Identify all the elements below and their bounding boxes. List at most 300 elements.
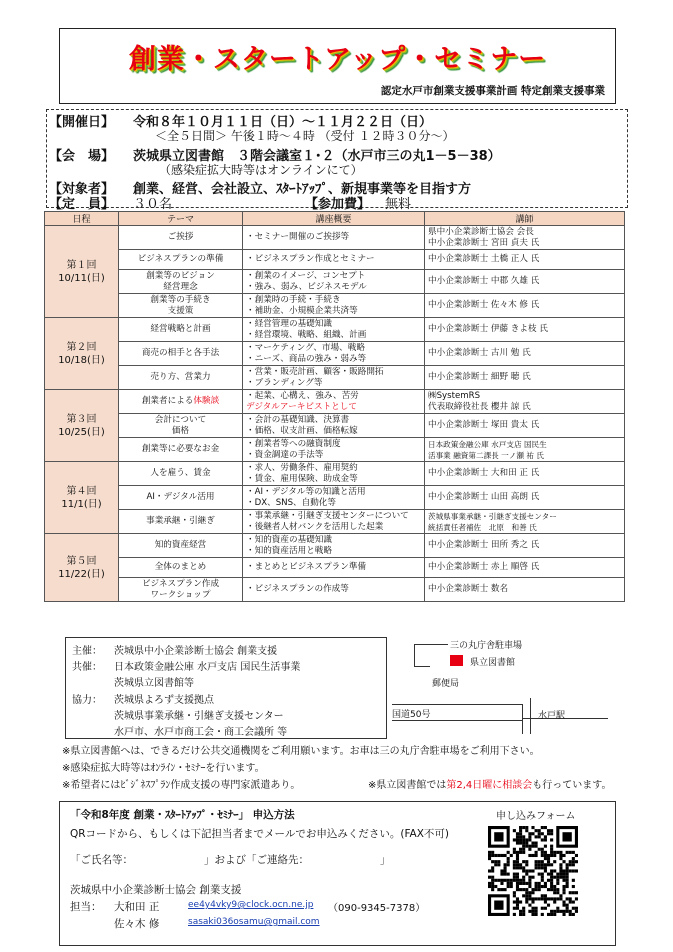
qr-module xyxy=(535,854,538,857)
qr-module xyxy=(513,851,516,854)
outline-text: ・会計の基礎知識、決算書 ・価格、収支計画、価格転嫁 xyxy=(246,414,358,436)
map-station-label: 水戸駅 xyxy=(538,711,566,721)
theme-text: ご挨拶 xyxy=(167,232,194,242)
qr-module xyxy=(556,882,559,885)
qr-module xyxy=(544,851,547,854)
application-org: 茨城県中小企業診断士協会 創業支援 xyxy=(70,884,242,896)
qr-module xyxy=(550,913,553,916)
qr-module xyxy=(550,854,553,857)
qr-module xyxy=(516,835,519,838)
qr-module xyxy=(547,888,550,891)
qr-module xyxy=(559,876,562,879)
qr-module xyxy=(528,854,531,857)
table-row xyxy=(45,226,625,250)
qr-module xyxy=(556,879,559,882)
qr-module xyxy=(550,885,553,888)
table-row xyxy=(45,486,625,510)
qr-module xyxy=(572,879,575,882)
qr-module xyxy=(541,863,544,866)
venue-value: 茨城県立図書館 ３階会議室１･２（水戸市三の丸1－5－38） xyxy=(133,149,501,164)
qr-module xyxy=(531,907,534,910)
qr-module xyxy=(528,838,531,841)
qr-module xyxy=(522,835,525,838)
lecturer-cell: 中小企業診断士 塚田 貴太 氏 xyxy=(425,414,625,438)
qr-module xyxy=(528,869,531,872)
qr-module xyxy=(569,910,572,913)
qr-module xyxy=(522,907,525,910)
table-row xyxy=(45,462,625,486)
qr-module xyxy=(550,851,553,854)
qr-module xyxy=(547,897,550,900)
outline-cell xyxy=(243,438,425,462)
qr-module xyxy=(513,829,516,832)
contact-1-phone: （090-9345-7378） xyxy=(328,903,426,914)
outline-cell xyxy=(243,270,425,294)
theme-text: 売り方、営業力 xyxy=(150,372,211,382)
qr-module xyxy=(519,879,522,882)
qr-module xyxy=(522,826,525,829)
theme-cell xyxy=(119,226,243,250)
capacity-label: 【定 員】 xyxy=(49,197,115,212)
qr-module xyxy=(562,904,565,907)
qr-module xyxy=(504,869,507,872)
qr-module xyxy=(510,885,513,888)
qr-module xyxy=(522,879,525,882)
qr-module xyxy=(538,882,541,885)
lecturer-cell: 中小企業診断士 土橋 正人 氏 xyxy=(425,250,625,270)
qr-module xyxy=(535,885,538,888)
qr-module xyxy=(513,907,516,910)
name-field-label: 「ご氏名等： xyxy=(70,854,133,866)
table-header-row xyxy=(45,212,625,226)
qr-module xyxy=(550,873,553,876)
venue-note: （感染症拡大時等はオンラインにて） xyxy=(159,163,363,177)
qr-module xyxy=(550,845,553,848)
qr-module xyxy=(507,860,510,863)
map-road xyxy=(392,720,522,721)
outline-cell xyxy=(243,390,425,414)
qr-module xyxy=(538,835,541,838)
qr-module xyxy=(525,897,528,900)
qr-module xyxy=(559,910,562,913)
lecturer-cell: 中小企業診断士 田所 秀之 氏 xyxy=(425,534,625,558)
outline-cell xyxy=(243,558,425,578)
qr-module xyxy=(516,888,519,891)
qr-module xyxy=(504,863,507,866)
qr-module xyxy=(569,913,572,916)
qr-module xyxy=(519,832,522,835)
qr-module xyxy=(559,866,562,869)
qr-module xyxy=(528,891,531,894)
qr-module xyxy=(507,873,510,876)
qr-module xyxy=(528,832,531,835)
qr-module xyxy=(504,873,507,876)
qr-module xyxy=(553,897,556,900)
qr-module xyxy=(572,857,575,860)
qr-module xyxy=(569,897,572,900)
qr-module xyxy=(553,869,556,872)
cohost-label: 共催： xyxy=(72,662,102,673)
qr-module xyxy=(522,882,525,885)
qr-module xyxy=(535,851,538,854)
table-row xyxy=(45,558,625,578)
outline-cell xyxy=(243,414,425,438)
table-row xyxy=(45,270,625,294)
qr-module xyxy=(535,835,538,838)
theme-text: 経営戦略と計画 xyxy=(150,324,211,334)
qr-module xyxy=(531,876,534,879)
contact-1-email-link[interactable]: ee4y4vky9@clock.ocn.ne.jp xyxy=(188,900,314,910)
access-map xyxy=(392,638,622,738)
qr-module xyxy=(522,888,525,891)
qr-module xyxy=(507,863,510,866)
qr-module xyxy=(544,857,547,860)
theme-text: 創業等のビジョン 経営理念 xyxy=(146,270,215,292)
table-row xyxy=(45,250,625,270)
qr-module xyxy=(572,913,575,916)
qr-module xyxy=(525,894,528,897)
qr-module xyxy=(522,842,525,845)
table-row xyxy=(45,414,625,438)
qr-module xyxy=(500,879,503,882)
qr-module xyxy=(528,910,531,913)
field-close-bracket: 」 xyxy=(380,854,391,866)
qr-module xyxy=(553,900,556,903)
qr-module xyxy=(556,897,559,900)
qr-module xyxy=(556,910,559,913)
theme-cell xyxy=(119,342,243,366)
qr-module xyxy=(572,891,575,894)
qr-module xyxy=(528,848,531,851)
qr-module xyxy=(541,873,544,876)
qr-module xyxy=(519,888,522,891)
table-row xyxy=(45,294,625,318)
qr-module xyxy=(519,866,522,869)
qr-module xyxy=(572,860,575,863)
note-online: ※感染症拡大時等はｵﾝﾗｲﾝ・ｾﾐﾅｰを行います。 xyxy=(62,763,265,774)
qr-module xyxy=(513,900,516,903)
qr-module xyxy=(550,888,553,891)
qr-module xyxy=(559,873,562,876)
qr-module xyxy=(504,888,507,891)
qr-module xyxy=(513,913,516,916)
qr-module xyxy=(575,891,578,894)
qr-module xyxy=(531,891,534,894)
qr-module xyxy=(535,860,538,863)
qr-module xyxy=(507,857,510,860)
qr-module xyxy=(510,882,513,885)
qr-module xyxy=(566,882,569,885)
qr-module xyxy=(497,879,500,882)
qr-module xyxy=(572,863,575,866)
theme-text: 創業者による xyxy=(141,396,194,406)
qr-module xyxy=(566,873,569,876)
qr-module xyxy=(566,869,569,872)
contact-field-label: 」および「ご連絡先： xyxy=(204,854,309,866)
qr-module xyxy=(497,863,500,866)
qr-module xyxy=(569,891,572,894)
qr-module xyxy=(491,876,494,879)
qr-module xyxy=(559,854,562,857)
note-consultation-a: ※県立図書館では xyxy=(368,780,447,791)
qr-module xyxy=(541,876,544,879)
lecturer-cell: 中小企業診断士 古川 勉 氏 xyxy=(425,342,625,366)
coop-1: 茨城県よろず支援拠点 xyxy=(114,695,214,706)
outline-text: ・マーケティング、市場、戦略 ・ニーズ、商品の強み・弱み等 xyxy=(246,342,367,364)
qr-module xyxy=(544,835,547,838)
theme-cell xyxy=(119,462,243,486)
table-row xyxy=(45,510,625,534)
outline-text: ・ビジネスプランの作成等 xyxy=(246,584,349,594)
qr-module xyxy=(491,888,494,891)
qr-module xyxy=(538,832,541,835)
qr-module xyxy=(535,888,538,891)
qr-module xyxy=(516,857,519,860)
qr-module xyxy=(488,851,491,854)
session-date-cell: 第１回 10/11(日) xyxy=(45,226,119,318)
qr-module xyxy=(497,854,500,857)
application-heading: 「令和8年度 創業・ｽﾀｰﾄｱｯﾌﾟ・ｾﾐﾅｰ」 申込方法 xyxy=(70,809,295,821)
header-date: 日程 xyxy=(45,212,119,226)
qr-module xyxy=(535,842,538,845)
qr-module xyxy=(497,888,500,891)
qr-module xyxy=(513,838,516,841)
qr-module xyxy=(528,879,531,882)
qr-module xyxy=(488,885,491,888)
qr-module xyxy=(488,876,491,879)
qr-module xyxy=(550,848,553,851)
qr-module xyxy=(535,866,538,869)
qr-module xyxy=(550,882,553,885)
qr-module xyxy=(519,900,522,903)
note-consultation-highlight: 第2,4日曜に相談会 xyxy=(446,780,533,791)
qr-module xyxy=(519,838,522,841)
table-row xyxy=(45,318,625,342)
outline-text: ・事業承継・引継ぎ支援センターについて ・後継者人材バンクを活用した起業 xyxy=(246,510,409,532)
qr-module xyxy=(535,882,538,885)
qr-module xyxy=(572,869,575,872)
outline-cell xyxy=(243,318,425,342)
qr-module xyxy=(550,876,553,879)
qr-module xyxy=(569,851,572,854)
outline-cell xyxy=(243,462,425,486)
qr-module xyxy=(519,842,522,845)
note-transport: ※県立図書館へは、できるだけ公共交通機関をご利用願います。お車は三の丸庁舎駐車場をご利用下さい。 xyxy=(62,746,540,757)
qr-module xyxy=(566,904,569,907)
qr-module xyxy=(572,907,575,910)
theme-text: 人を雇う、賃金 xyxy=(150,468,211,478)
title-box xyxy=(59,28,616,104)
qr-module xyxy=(522,913,525,916)
qr-module xyxy=(544,863,547,866)
qr-module xyxy=(541,851,544,854)
qr-module xyxy=(559,857,562,860)
qr-module xyxy=(513,894,516,897)
qr-module xyxy=(507,882,510,885)
qr-module xyxy=(569,900,572,903)
qr-module xyxy=(538,866,541,869)
qr-module xyxy=(491,860,494,863)
qr-module xyxy=(544,885,547,888)
contact-1-name: 大和田 正 xyxy=(114,901,160,913)
qr-module xyxy=(559,894,562,897)
note-consultation-b: も行っています。 xyxy=(532,780,612,791)
outline-highlight: デジタルアーキビストとして xyxy=(246,401,357,412)
lecturer-cell: 日本政策金融公庫 水戸支店 国民生 活事業 融資第二課長 一ノ瀬 祐 氏 xyxy=(425,438,625,462)
table-row xyxy=(45,438,625,462)
qr-module xyxy=(538,848,541,851)
qr-module xyxy=(491,854,494,857)
qr-module xyxy=(531,888,534,891)
qr-module xyxy=(525,838,528,841)
date-value: 令和８年１０月１１日（日）～１１月２２日（日） xyxy=(133,115,433,130)
target-label: 【対象者】 xyxy=(49,182,115,197)
qr-module xyxy=(550,897,553,900)
outline-text: ・ビジネスプラン作成とセミナー xyxy=(246,254,375,264)
lecturer-cell: 中小企業診断士 山田 高朗 氏 xyxy=(425,486,625,510)
event-info xyxy=(46,109,628,212)
qr-module xyxy=(553,854,556,857)
fee-value: 無料 xyxy=(385,197,412,212)
qr-module xyxy=(541,854,544,857)
outline-text: ・求人、労働条件、雇用契約 ・賃金、雇用保険、助成金等 xyxy=(246,462,358,484)
lecturer-cell: 中小企業診断士 数名 xyxy=(425,578,625,602)
qr-module xyxy=(547,857,550,860)
qr-module xyxy=(566,879,569,882)
qr-module xyxy=(519,826,522,829)
qr-module xyxy=(550,832,553,835)
qr-module xyxy=(513,873,516,876)
qr-module xyxy=(531,869,534,872)
qr-module xyxy=(504,866,507,869)
header-lecturer: 講師 xyxy=(425,212,625,226)
outline-cell xyxy=(243,510,425,534)
outline-text: ・創業のイメージ、コンセプト ・強み、弱み、ビジネスモデル xyxy=(246,270,367,292)
qr-module xyxy=(516,854,519,857)
qr-module xyxy=(541,894,544,897)
qr-module xyxy=(525,873,528,876)
qr-module xyxy=(566,885,569,888)
qr-module xyxy=(562,885,565,888)
theme-text: AI・デジタル活用 xyxy=(146,492,215,502)
lecturer-cell: 県中小企業診断士協会 会長 中小企業診断士 宮田 貞夫 氏 xyxy=(425,226,625,250)
qr-module xyxy=(516,838,519,841)
qr-module xyxy=(525,829,528,832)
qr-module xyxy=(528,835,531,838)
qr-module xyxy=(522,869,525,872)
qr-module xyxy=(553,860,556,863)
qr-module xyxy=(550,910,553,913)
qr-module xyxy=(525,826,528,829)
qr-module xyxy=(531,845,534,848)
qr-module xyxy=(519,913,522,916)
theme-text: ビジネスプラン作成 ワークショップ xyxy=(141,578,220,600)
theme-cell xyxy=(119,294,243,318)
qr-module xyxy=(535,863,538,866)
qr-module xyxy=(575,869,578,872)
theme-cell xyxy=(119,510,243,534)
outline-text: ・AI・デジタル等の知識と活用 ・DX、SNS、自動化等 xyxy=(246,486,366,508)
host: 茨城県中小企業診断士協会 創業支援 xyxy=(114,646,278,657)
qr-module xyxy=(491,866,494,869)
qr-module xyxy=(547,863,550,866)
qr-module xyxy=(562,873,565,876)
theme-text: 商売の相手と各手法 xyxy=(141,348,220,358)
theme-text: ビジネスプランの準備 xyxy=(137,254,224,264)
qr-module xyxy=(562,860,565,863)
table-row xyxy=(45,342,625,366)
coop-3: 水戸市、水戸市商工会・商工会議所 等 xyxy=(114,727,288,738)
note-expert: ※希望者にはﾋﾞｼﾞﾈｽﾌﾟﾗﾝ作成支援の専門家派遣あり。 xyxy=(62,780,301,791)
qr-module xyxy=(494,863,497,866)
map-parking-label: 三の丸庁舎駐車場 xyxy=(450,641,523,651)
qr-module xyxy=(519,829,522,832)
qr-module xyxy=(531,897,534,900)
table-row xyxy=(45,534,625,558)
coop-label: 協力： xyxy=(72,695,102,706)
application-instructions: QRコードから、もしくは下記担当者までメールでお申込みください。(FAX不可) xyxy=(70,828,449,840)
qr-module xyxy=(519,882,522,885)
qr-module xyxy=(491,851,494,854)
qr-module xyxy=(559,897,562,900)
qr-module xyxy=(553,885,556,888)
qr-module xyxy=(528,882,531,885)
qr-module xyxy=(500,882,503,885)
qr-code-icon[interactable] xyxy=(488,826,578,916)
qr-module xyxy=(562,879,565,882)
lecturer-cell: 中小企業診断士 大和田 正 氏 xyxy=(425,462,625,486)
qr-module xyxy=(525,860,528,863)
contact-2-email-link[interactable]: sasaki036osamu@gmail.com xyxy=(188,917,320,927)
qr-module xyxy=(541,826,544,829)
qr-module xyxy=(569,869,572,872)
qr-module xyxy=(562,910,565,913)
map-post-office-label: 郵便局 xyxy=(432,679,460,689)
qr-module xyxy=(547,913,550,916)
map-road xyxy=(530,698,531,734)
qr-module xyxy=(544,826,547,829)
qr-module xyxy=(519,848,522,851)
theme-cell xyxy=(119,250,243,270)
theme-cell xyxy=(119,486,243,510)
outline-cell xyxy=(243,486,425,510)
theme-cell xyxy=(119,390,243,414)
target-value: 創業、経営、会社設立、ｽﾀｰﾄｱｯﾌﾟ、新規事業等を目指す方 xyxy=(133,182,472,197)
qr-module xyxy=(544,897,547,900)
note-consultation xyxy=(368,776,612,791)
schedule-table xyxy=(44,211,625,602)
qr-module xyxy=(553,913,556,916)
qr-module xyxy=(541,832,544,835)
outline-text: ・経営管理の基礎知識 ・経営環境、戦略、組織、計画 xyxy=(246,318,367,340)
qr-module xyxy=(550,838,553,841)
qr-module xyxy=(541,913,544,916)
library-marker-icon xyxy=(450,655,463,666)
qr-module xyxy=(528,897,531,900)
qr-module xyxy=(507,879,510,882)
outline-text: ・知的資産の基礎知識 ・知的資産活用と戦略 xyxy=(246,534,332,556)
qr-module xyxy=(525,882,528,885)
qr-module xyxy=(562,854,565,857)
qr-module xyxy=(547,904,550,907)
qr-module xyxy=(516,907,519,910)
qr-module xyxy=(491,882,494,885)
qr-module xyxy=(525,842,528,845)
qr-module xyxy=(541,897,544,900)
qr-module xyxy=(575,907,578,910)
contact-label: 担当： xyxy=(70,901,102,913)
qr-module xyxy=(556,891,559,894)
